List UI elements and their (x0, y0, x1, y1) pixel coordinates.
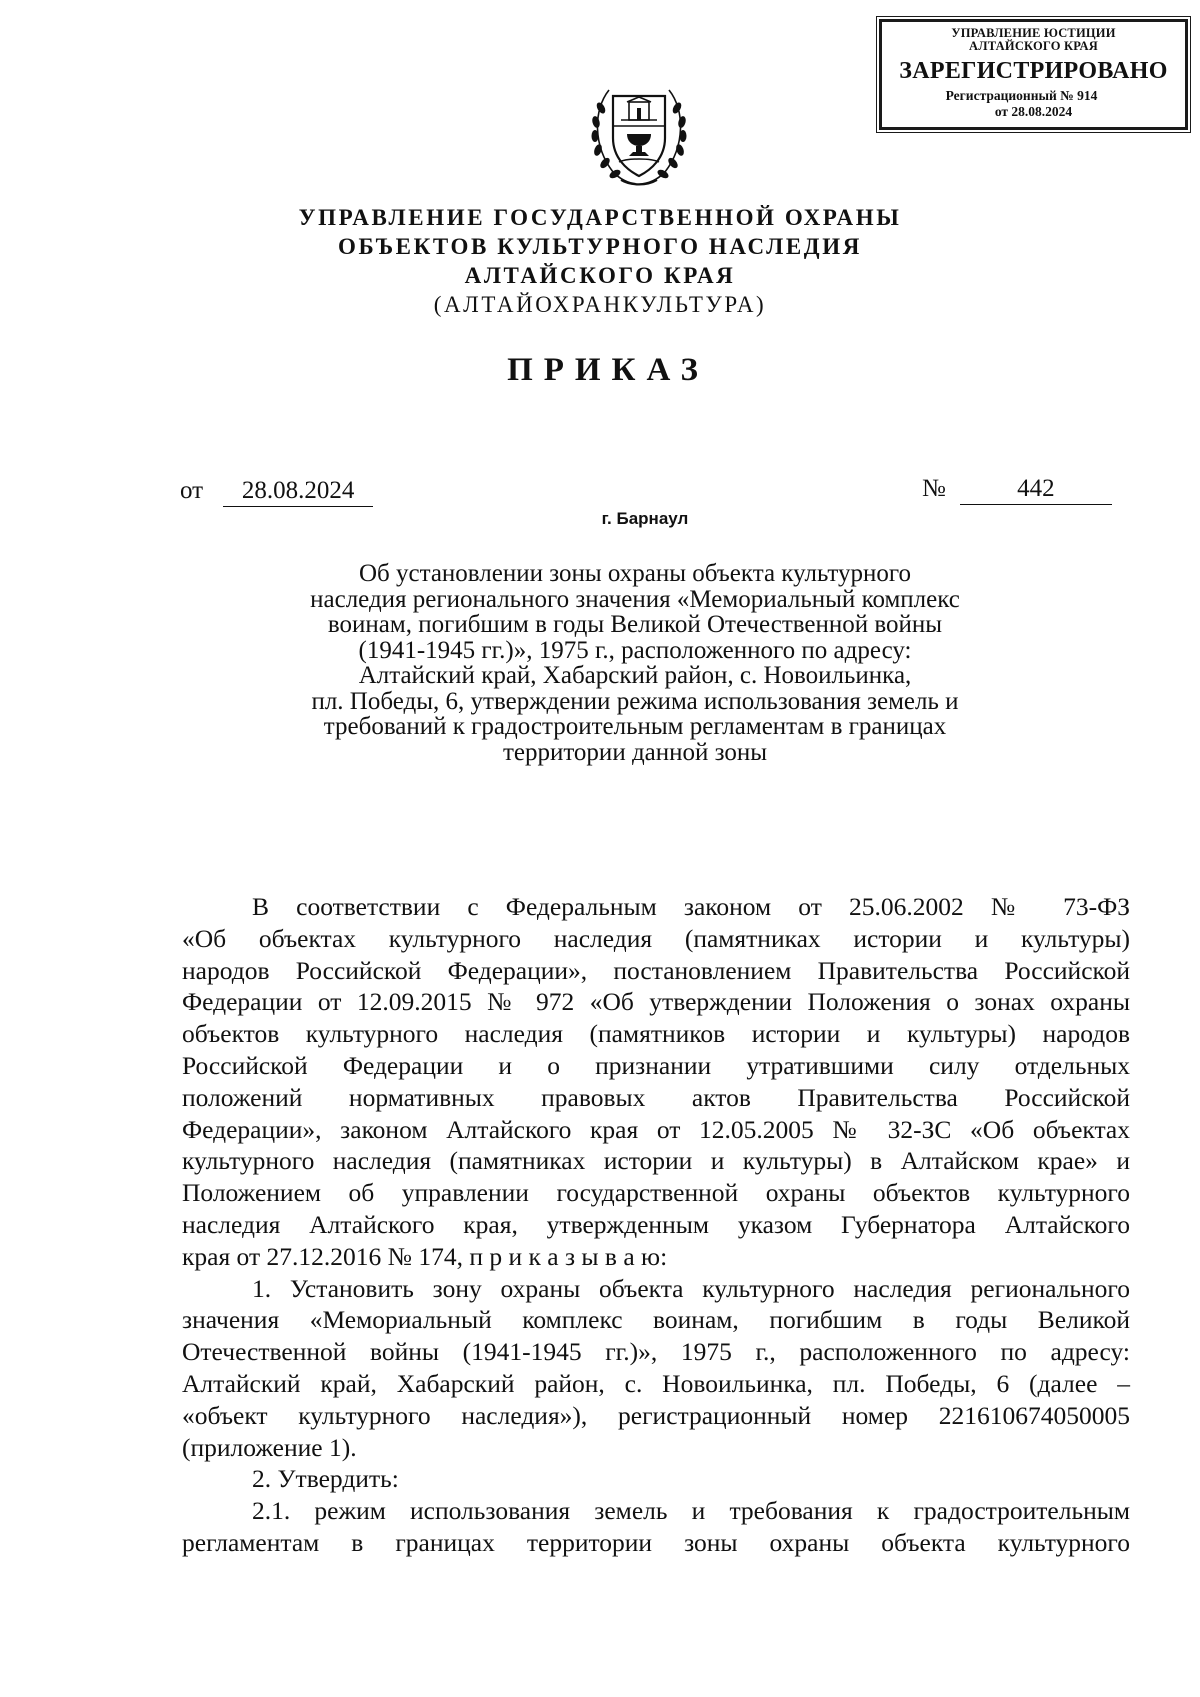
stamp-status: ЗАРЕГИСТРИРОВАНО (899, 58, 1168, 84)
subject-line: территории данной зоны (502, 738, 768, 766)
item-1-paragraph (182, 1273, 1130, 1464)
body-line: «объект культурного наследия»), регистрационный номер 221610674050005 (182, 1400, 1130, 1430)
body-line: Положением об управлении государственной охраны объектов культурного (182, 1178, 1130, 1208)
body-line: объектов культурного наследия (памятников истории и культуры) народов (182, 1019, 1130, 1049)
altai-krai-coat-of-arms-icon (587, 76, 691, 188)
agency-name-line-2: ОБЪЕКТОВ КУЛЬТУРНОГО НАСЛЕДИЯ (338, 234, 862, 259)
body-line: В соответствии с Федеральным законом от 25.06.2002 № 73-ФЗ (252, 892, 1130, 921)
body-line: Федерации от 12.09.2015 № 972 «Об утверждении Положения о зонах охраны (182, 987, 1130, 1017)
subject-line: требований к градостроительным регламентам в границах (323, 713, 947, 740)
body-line: Алтайский край, Хабарский район, с. Новоильинка, пл. Победы, 6 (далее – (182, 1368, 1130, 1398)
body-line: народов Российской Федерации», постановлением Правительства Российской (182, 955, 1130, 985)
date-prefix: от (180, 477, 204, 504)
body-line: регламентам в границах территории зоны охраны объекта культурного (182, 1527, 1130, 1557)
body-line: «Об объектах культурного наследия (памятниках истории и культуры) (182, 923, 1130, 953)
body-line: Российской Федерации и о признании утратившими силу отдельных (182, 1050, 1130, 1080)
registration-stamp (879, 19, 1188, 130)
body-line: значения «Мемориальный комплекс воинам, погибшим в годы Великой (182, 1305, 1130, 1335)
subject-line: Об установлении зоны охраны объекта культурного (358, 560, 912, 587)
item-2-1-paragraph (182, 1495, 1130, 1559)
agency-name (0, 203, 1200, 290)
document-date (180, 476, 373, 507)
body-line: Отечественной войны (1941-1945 гг.)», 1975 г., расположенного по адресу: (182, 1337, 1130, 1367)
stamp-organization-line-2: АЛТАЙСКОГО КРАЯ (969, 39, 1098, 53)
agency-short-name: (АЛТАЙОХРАНКУЛЬТУРА) (433, 292, 767, 317)
subject-line: (1941-1945 гг.)», 1975 г., расположенного по адресу: (358, 636, 912, 664)
number-value: 442 (960, 474, 1112, 505)
preamble-paragraph (182, 891, 1130, 1273)
stamp-reg-date: от 28.08.2024 (994, 104, 1073, 119)
number-prefix: № (922, 475, 946, 502)
subject-line: наследия регионального значения «Мемориальный комплекс (310, 585, 960, 613)
document-subject (0, 561, 1200, 765)
stamp-reg-number: Регистрационный № 914 (945, 88, 1098, 103)
body-line: Федерации», законом Алтайского края от 12.05.2005 № 32-ЗС «Об объектах (182, 1114, 1130, 1144)
body-line: положений нормативных правовых актов Правительства Российской (182, 1082, 1130, 1112)
body-line: наследия Алтайского края, утвержденным указом Губернатора Алтайского (182, 1209, 1130, 1239)
stamp-organization-line-1: УПРАВЛЕНИЕ ЮСТИЦИИ (951, 26, 1116, 40)
item-2-paragraph (182, 1463, 1130, 1495)
stamp-registration (882, 88, 1185, 120)
body-line: культурного наследия (памятниках истории и культуры) в Алтайском крае» и (182, 1146, 1130, 1176)
document-number (922, 474, 1112, 505)
body-line: 1. Установить зону охраны объекта культурного наследия регионального (252, 1273, 1130, 1303)
stamp-organization (882, 27, 1185, 53)
body-line: 2.1. режим использования земель и требования к градостроительным (252, 1496, 1130, 1526)
agency-name-line-3: АЛТАЙСКОГО КРАЯ (464, 263, 736, 288)
document-type: ПРИКАЗ (507, 352, 709, 388)
body-line: края от 27.12.2016 № 174, п р и к а з ы в а ю: (182, 1241, 668, 1271)
body-line: (приложение 1). (182, 1432, 357, 1462)
subject-line: воинам, погибшим в годы Великой Отечественной войны (327, 611, 943, 638)
body-line: 2. Утвердить: (252, 1464, 399, 1494)
subject-line: пл. Победы, 6, утверждении режима использования земель и (311, 687, 959, 715)
agency-name-line-1: УПРАВЛЕНИЕ ГОСУДАРСТВЕННОЙ ОХРАНЫ (298, 205, 902, 230)
subject-line: Алтайский край, Хабарский район, с. Новоильинка, (358, 662, 912, 689)
document-city: г. Барнаул (601, 509, 689, 528)
date-value: 28.08.2024 (223, 476, 373, 507)
document-body (182, 891, 1130, 1559)
